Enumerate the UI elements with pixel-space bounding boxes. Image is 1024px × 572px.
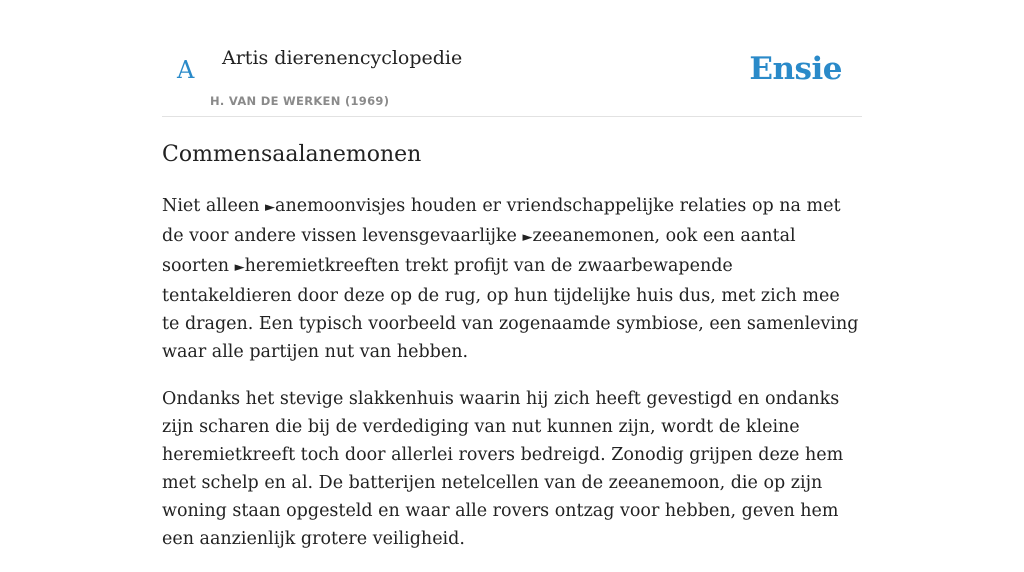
brand-logo-link[interactable]: Ensie <box>749 51 842 87</box>
reference-arrow-icon: ► <box>234 260 245 275</box>
reference-arrow-icon: ► <box>522 230 533 245</box>
index-letter-link[interactable]: A <box>177 56 195 84</box>
paragraph-text: , ook een aantal soorten <box>162 226 796 276</box>
cross-reference-link[interactable] <box>522 226 654 246</box>
paragraph-text: Ondanks het stevige slakkenhuis waarin hij zich heeft gevestigd en ondanks zijn scharen die bij de verdediging van nut kunnen zijn, wordt de kleine heremietkreeft toch door allerlei rovers bedreigd. Zonodig grijpen deze hem met schelp en al. De batterijen netelcellen van de zeeanemoon, die op zijn woning staan opgesteld en waar alle rovers ontzag voor hebben, geven hem een aanzienlijk grotere veiligheid. <box>162 389 844 549</box>
header <box>162 0 862 117</box>
entry-page <box>162 0 862 549</box>
cross-reference-label: heremietkreeften <box>244 256 400 276</box>
paragraph-text: trekt profijt van de zwaarbewapende tentakeldieren door deze op de rug, op hun tijdelijke huis dus, met zich mee te dragen. Een typisch voorbeeld van zogenaamde symbiose, een samenleving waar alle partijen nut van hebben. <box>162 256 859 362</box>
book-title-link[interactable]: Artis dierenencyclopedie <box>222 47 463 69</box>
entry-body <box>162 192 862 572</box>
paragraph-text: houden er vriendschappelijke relaties op na met de voor andere vissen levensgevaarlijke <box>162 196 841 246</box>
cross-reference-label: zeeanemonen <box>532 226 655 246</box>
paragraph-text: Niet alleen <box>162 196 266 216</box>
cross-reference-link[interactable] <box>265 196 405 216</box>
paragraph <box>162 385 862 553</box>
cross-reference-link[interactable] <box>235 256 400 276</box>
author-credit: H. VAN DE WERKEN (1969) <box>210 94 390 108</box>
reference-arrow-icon: ► <box>265 200 276 215</box>
cross-reference-label: anemoonvisjes <box>275 196 406 216</box>
entry-title: Commensaalanemonen <box>162 142 422 167</box>
paragraph <box>162 192 862 366</box>
